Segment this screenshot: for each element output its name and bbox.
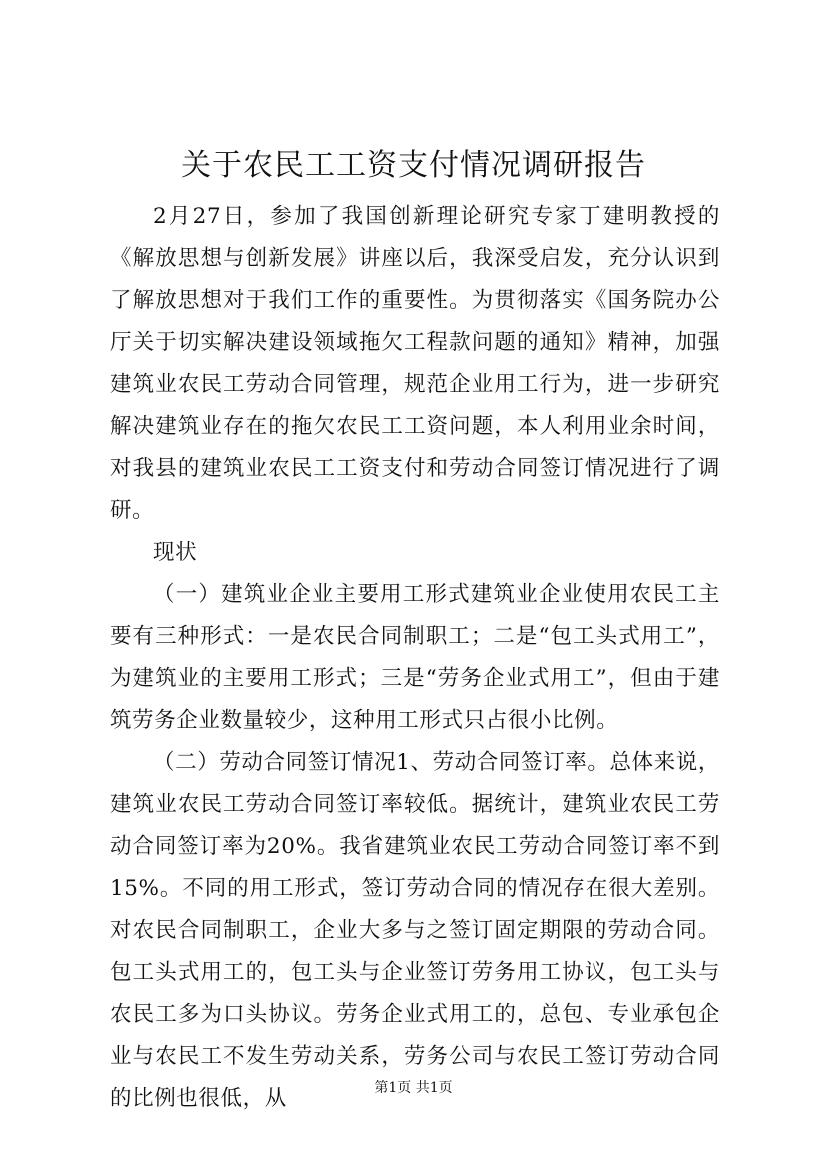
document-body	[110, 196, 720, 1120]
paragraph-heading-status: 现状	[153, 540, 198, 565]
paragraph-intro: 2月27日，参加了我国创新理论研究专家丁建明教授的《解放思想与创新发展》讲座以后，我深受启发，充分认识到了解放思想对于我们工作的重要性。为贯彻落实《国务院办公厅关于切实解决建设领域拖欠工程款问题的通知》精神，加强建筑业农民工劳动合同管理，规范企业用工行为，进一步研究解决建筑业存在的拖欠农民工工资问题，本人利用业余时间，对我县的建筑业农民工工资支付和劳动合同签订情况进行了调研。	[110, 204, 720, 523]
paragraph-section-2: （二）劳动合同签订情况1、劳动合同签订率。总体来说，建筑业农民工劳动合同签订率较低。据统计，建筑业农民工劳动合同签订率为20%。我省建筑业农民工劳动合同签订率不到15%。不同的用工形式，签订劳动合同的情况存在很大差别。对农民合同制职工，企业大多与之签订固定期限的劳动合同。包工头式用工的，包工头与企业签订劳务用工协议，包工头与农民工多为口头协议。劳务企业式用工的，总包、专业承包企业与农民工不发生劳动关系，劳务公司与农民工签订劳动合同的比例也很低，从	[110, 750, 720, 1111]
document-title: 关于农民工工资支付情况调研报告	[181, 148, 646, 183]
page-footer: 第1页 共1页	[374, 1080, 453, 1096]
paragraph-section-1: （一）建筑业企业主要用工形式建筑业企业使用农民工主要有三种形式：一是农民合同制职工；二是“包工头式用工”，为建筑业的主要用工形式；三是“劳务企业式用工”，但由于建筑劳务企业数量较少，这种用工形式只占很小比例。	[110, 582, 720, 733]
